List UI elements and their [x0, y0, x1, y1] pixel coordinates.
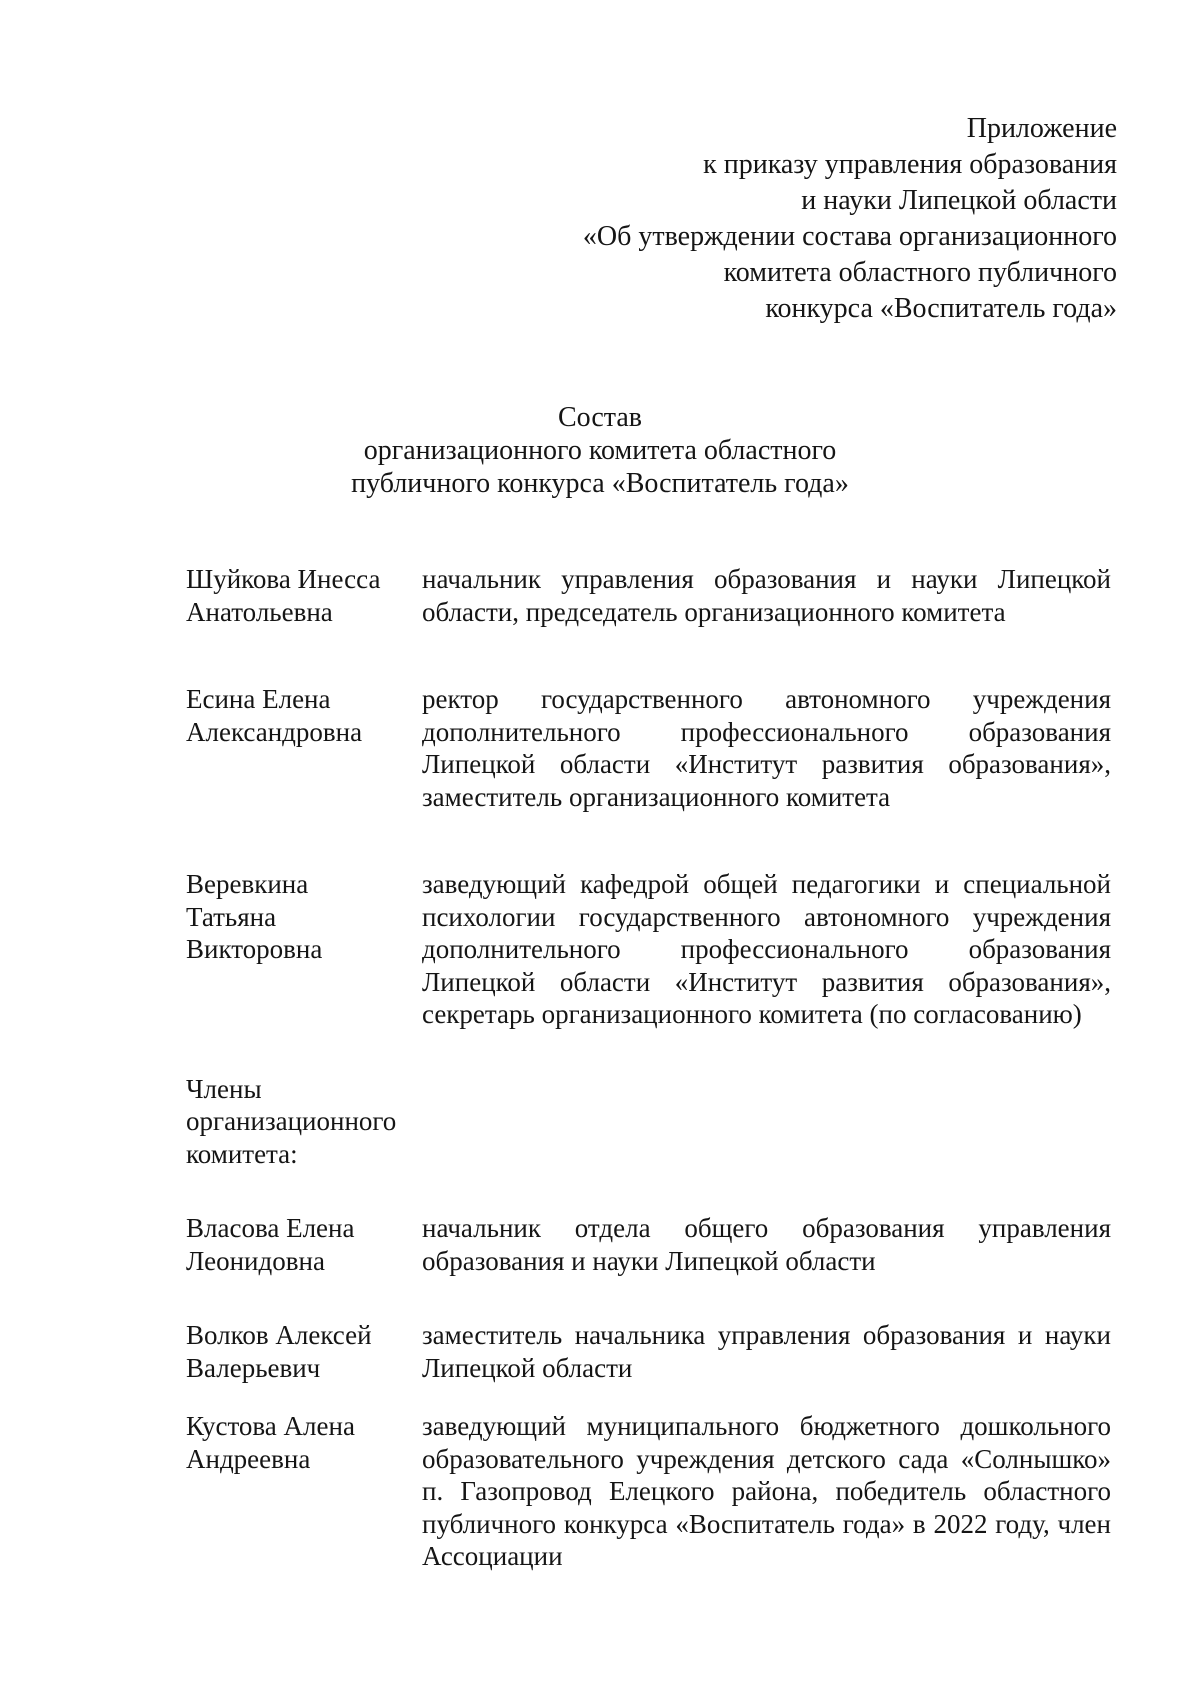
title-line: организационного комитета областного	[363, 435, 837, 466]
member-role: начальник управления образования и науки Липецкой области, председатель организационного комитета	[422, 564, 1111, 627]
member-name-line: Власова Елена	[186, 1213, 355, 1243]
title-line: публичного конкурса «Воспитатель года»	[351, 468, 849, 499]
member-role: заведующий кафедрой общей педагогики и специальной психологии государственного автономного учреждения дополнительного профессионального образования Липецкой области «Институт развития образования», секретарь организационного комитета (по согласованию)	[422, 869, 1111, 1029]
member-role: начальник отдела общего образования управления образования и науки Липецкой области	[422, 1213, 1111, 1276]
member-name	[186, 1410, 408, 1475]
annex-header	[417, 111, 1117, 327]
committee-member	[186, 1410, 1111, 1573]
annex-line: Приложение	[966, 113, 1117, 144]
members-heading-line: комитета:	[186, 1138, 298, 1169]
members-heading	[186, 1073, 416, 1171]
committee-member	[186, 868, 1111, 1031]
member-name-line: Андреевна	[186, 1443, 311, 1474]
committee-member	[186, 683, 1111, 813]
committee-member	[186, 1212, 1111, 1277]
annex-line: «Об утверждении состава организационного	[582, 221, 1117, 252]
member-name-line: Веревкина	[186, 869, 309, 899]
member-name-line: Викторовна	[186, 934, 323, 964]
committee-member	[186, 563, 1111, 628]
members-heading-line: Члены	[186, 1073, 262, 1104]
member-name	[186, 1212, 408, 1277]
member-name-line: Есина Елена	[186, 684, 331, 714]
annex-line: конкурса «Воспитатель года»	[765, 293, 1117, 324]
member-name-line: Волков Алексей	[186, 1320, 372, 1350]
member-name-line: Анатольевна	[186, 596, 333, 627]
document-title	[0, 401, 1200, 500]
committee-member	[186, 1319, 1111, 1384]
member-name-line: Леонидовна	[186, 1245, 325, 1276]
member-name-line: Александровна	[186, 716, 363, 747]
title-line: Состав	[557, 402, 643, 433]
annex-line: к приказу управления образования	[703, 149, 1117, 180]
member-role: заместитель начальника управления образования и науки Липецкой области	[422, 1320, 1111, 1383]
member-role: заведующий муниципального бюджетного дошкольного образовательного учреждения детского сада «Солнышко» п. Газопровод Елецкого района, победитель областного публичного конкурса «Воспитатель года» в 2022 году, член Ассоциации	[422, 1411, 1111, 1571]
member-name-line: Кустова Алена	[186, 1411, 355, 1441]
member-name	[186, 563, 408, 628]
members-heading-line: организационного	[186, 1106, 397, 1136]
member-name	[186, 868, 408, 966]
member-name	[186, 1319, 408, 1384]
member-name-line: Валерьевич	[186, 1352, 321, 1383]
annex-line: и науки Липецкой области	[801, 185, 1117, 216]
annex-line: комитета областного публичного	[723, 257, 1117, 288]
member-name-line: Татьяна	[186, 901, 277, 932]
member-name	[186, 683, 408, 748]
member-name-line: Шуйкова Инесса	[186, 564, 381, 594]
committee-list	[186, 563, 1111, 1573]
member-role: ректор государственного автономного учреждения дополнительного профессионального образования Липецкой области «Институт развития образования», заместитель организационного комитета	[422, 684, 1111, 812]
